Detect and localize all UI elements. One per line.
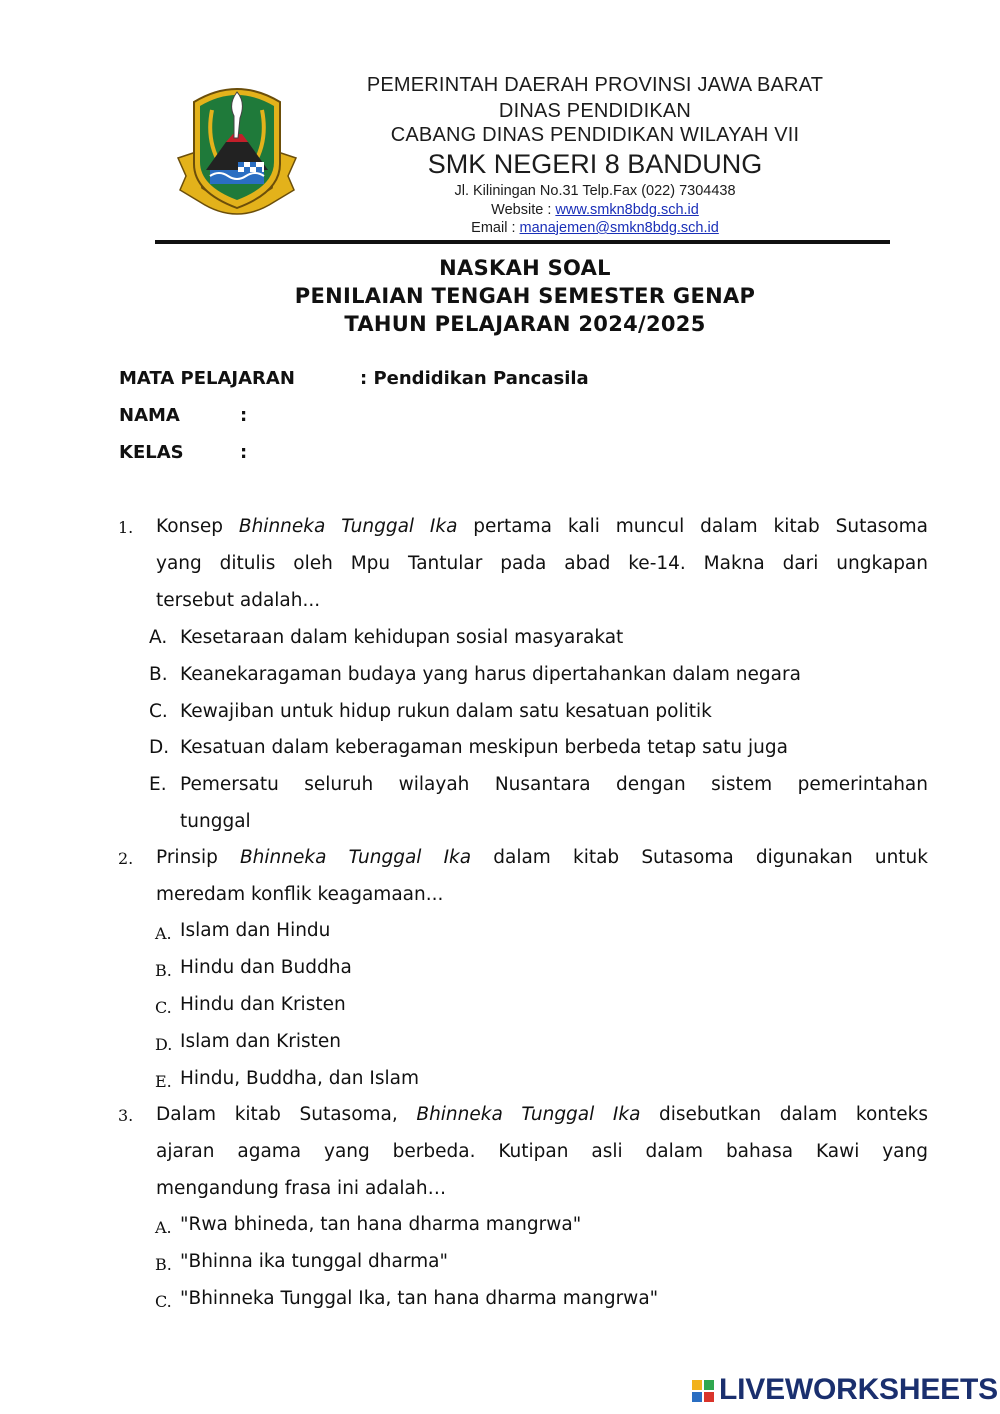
option-letter-d: D. xyxy=(149,737,170,758)
question-text-line: mengandung frasa ini adalah… xyxy=(156,1178,447,1199)
letterhead-website-line xyxy=(300,202,890,218)
option-e[interactable]: Pemersatu seluruh wilayah Nusantara dengan sistem pemerintahan xyxy=(180,774,928,795)
option-letter-c: C. xyxy=(149,701,168,722)
option-e[interactable]: Hindu, Buddha, dan Islam xyxy=(180,1068,420,1089)
question-italic-term: Bhinneka Tunggal Ika xyxy=(416,1104,641,1125)
academic-year: TAHUN PELAJARAN 2024/2025 xyxy=(344,312,706,336)
option-b[interactable]: Keanekaragaman budaya yang harus dipertahankan dalam negara xyxy=(180,664,801,685)
letterhead-department: DINAS PENDIDIKAN xyxy=(498,100,692,122)
letterhead-branch: CABANG DINAS PENDIDIKAN WILAYAH VII xyxy=(390,124,800,146)
option-letter-d: D. xyxy=(155,1035,173,1054)
question-number: 2. xyxy=(118,849,134,868)
question-number: 1. xyxy=(118,518,134,537)
question-text-line: meredam konflik keagamaan... xyxy=(156,884,444,905)
option-a[interactable]: Islam dan Hindu xyxy=(180,920,331,941)
question-number: 3. xyxy=(118,1106,134,1125)
question-text-line: tersebut adalah... xyxy=(156,590,321,611)
option-c[interactable]: "Bhinneka Tunggal Ika, tan hana dharma mangrwa" xyxy=(180,1288,659,1309)
question-text: Konsep xyxy=(156,516,239,537)
option-b[interactable]: Hindu dan Buddha xyxy=(180,957,352,978)
option-letter-e: E. xyxy=(155,1072,172,1091)
option-letter-b: B. xyxy=(149,664,168,685)
option-b[interactable]: "Bhinna ika tunggal dharma" xyxy=(180,1251,448,1272)
question-text-line xyxy=(156,846,928,870)
option-letter-a: A. xyxy=(155,924,172,943)
question-text: pertama kali muncul dalam kitab Sutasoma xyxy=(457,516,928,537)
option-d[interactable]: Islam dan Kristen xyxy=(180,1031,342,1052)
option-letter-b: B. xyxy=(155,1255,172,1274)
email-label: Email : xyxy=(471,220,520,236)
letterhead-school-name: SMK NEGERI 8 BANDUNG xyxy=(427,149,763,179)
option-letter-c: C. xyxy=(155,998,172,1017)
question-text-line xyxy=(156,1103,928,1127)
option-letter-a: A. xyxy=(149,627,168,648)
question-italic-term: Bhinneka Tunggal Ika xyxy=(239,847,472,868)
option-letter-c: C. xyxy=(155,1292,172,1311)
liveworksheets-logo-icon xyxy=(692,1374,716,1408)
option-letter-b: B. xyxy=(155,961,172,980)
question-text: Dalam kitab Sutasoma, xyxy=(156,1104,417,1125)
exam-name: PENILAIAN TENGAH SEMESTER GENAP xyxy=(294,284,756,308)
letterhead-government: PEMERINTAH DAERAH PROVINSI JAWA BARAT xyxy=(366,74,824,96)
name-colon: : xyxy=(240,405,248,426)
subject-value: : Pendidikan Pancasila xyxy=(360,368,589,389)
question-text: dalam kitab Sutasoma digunakan untuk xyxy=(471,847,928,868)
question-italic-term: Bhinneka Tunggal Ika xyxy=(238,516,458,537)
class-label: KELAS xyxy=(119,442,184,463)
option-letter-e: E. xyxy=(149,774,167,795)
name-label: NAMA xyxy=(119,405,180,426)
letterhead-address: Jl. Kiliningan No.31 Telp.Fax (022) 7304438 xyxy=(454,183,736,199)
option-a[interactable]: "Rwa bhineda, tan hana dharma mangrwa" xyxy=(180,1214,582,1235)
letterhead-email-line xyxy=(300,220,890,236)
subject-label: MATA PELAJARAN xyxy=(119,368,295,389)
option-a[interactable]: Kesetaraan dalam kehidupan sosial masyarakat xyxy=(180,627,624,648)
option-letter-a: A. xyxy=(155,1218,172,1237)
document-title: NASKAH SOAL xyxy=(439,256,611,280)
west-java-emblem-logo xyxy=(176,80,298,220)
email-link[interactable]: manajemen@smkn8bdg.sch.id xyxy=(519,220,719,236)
liveworksheets-brand[interactable]: LIVEWORKSHEETS xyxy=(719,1373,998,1406)
question-text: Prinsip xyxy=(156,847,240,868)
question-text-line xyxy=(156,515,928,539)
question-text: disebutkan dalam konteks xyxy=(640,1104,928,1125)
website-link[interactable]: www.smkn8bdg.sch.id xyxy=(555,202,699,218)
class-colon: : xyxy=(240,442,248,463)
option-c[interactable]: Kewajiban untuk hidup rukun dalam satu kesatuan politik xyxy=(180,701,712,722)
question-text-line: yang ditulis oleh Mpu Tantular pada abad ke-14. Makna dari ungkapan xyxy=(156,553,928,574)
option-c[interactable]: Hindu dan Kristen xyxy=(180,994,346,1015)
option-d[interactable]: Kesatuan dalam keberagaman meskipun berbeda tetap satu juga xyxy=(180,737,788,758)
letterhead-divider xyxy=(155,240,890,244)
website-label: Website : xyxy=(491,202,556,218)
question-text-line: ajaran agama yang berbeda. Kutipan asli dalam bahasa Kawi yang xyxy=(156,1141,928,1162)
option-e-continued[interactable]: tunggal xyxy=(180,811,251,832)
